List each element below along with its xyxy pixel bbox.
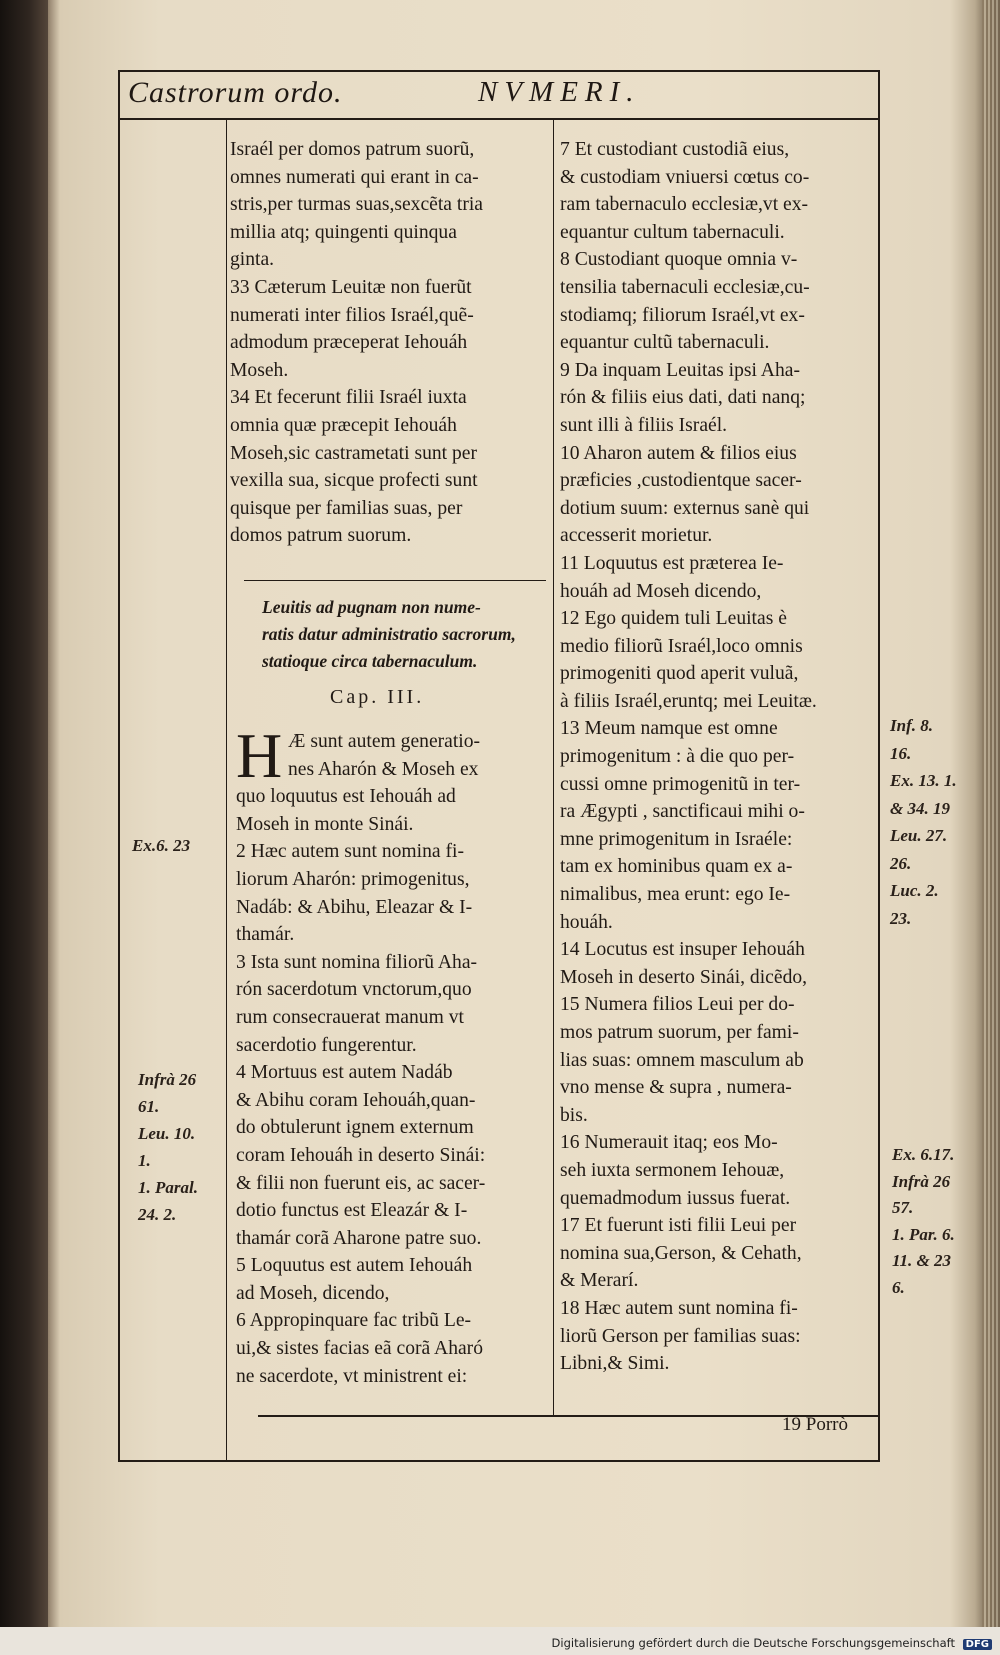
text-line: quemadmodum iussus fuerat.: [560, 1187, 791, 1209]
text-line: thamár corã Aharone patre suo.: [236, 1227, 482, 1249]
text-line: à filiis Israél,eruntq; mei Leuitæ.: [560, 690, 817, 712]
text-line: numerati inter filios Israél,quẽ-: [230, 304, 474, 326]
note-line: Inf. 8.: [890, 716, 933, 735]
chapter-heading: Cap. III.: [330, 686, 425, 708]
summary-line: ratis datur administratio sacrorum,: [262, 624, 516, 644]
text-line: rón & filiis eius dati, dati nanq;: [560, 387, 806, 409]
text-line: nimalibus, mea erunt: ego Ie-: [560, 884, 791, 906]
section-rule: [244, 580, 546, 581]
text-line: rum consecrauerat manum vt: [236, 1006, 464, 1028]
book-title: NVMERI.: [478, 76, 641, 108]
text-line: 8 Custodiant quoque omnia v-: [560, 249, 798, 271]
note-line: Leu. 10.: [138, 1124, 196, 1143]
text-line: sunt illi à filiis Israél.: [560, 414, 728, 436]
text-line: equantur cultũ tabernaculi.: [560, 332, 770, 354]
text-line: ne sacerdote, vt ministrent ei:: [236, 1365, 468, 1387]
note-line: 23.: [890, 908, 912, 928]
text-line: stris,per turmas suas,sexcẽta tria: [230, 194, 484, 216]
note-line: Ex. 6.17.: [892, 1145, 955, 1164]
text-line: 14 Locutus est insuper Iehouáh: [560, 939, 805, 961]
frame-top-rule: [118, 70, 880, 72]
text-line: 7 Et custodiant custodiã eius,: [560, 139, 790, 160]
note-line: Ex. 13. 1.: [890, 771, 957, 790]
frame-bottom-rule: [118, 1460, 880, 1462]
text-line: 3 Ista sunt nomina filiorũ Aha-: [236, 951, 478, 973]
running-title: Castrorum ordo.: [128, 76, 343, 109]
text-line: Moseh.: [230, 359, 289, 381]
text-line: 16 Numerauit itaq; eos Mo-: [560, 1132, 778, 1154]
credit-text: Digitalisierung gefördert durch die Deutsche Forschungsgemeinschaft: [551, 1636, 955, 1650]
text-line: 15 Numera filios Leui per do-: [560, 994, 795, 1016]
text-line: Moseh in monte Sinái.: [236, 813, 414, 835]
note-line: Luc. 2.: [890, 881, 939, 900]
text-line: præficies ,custodientque sacer-: [560, 470, 802, 492]
text-line: vexilla sua, sicque profecti sunt: [230, 470, 478, 492]
text-line: 18 Hæc autem sunt nomina fi-: [560, 1297, 798, 1319]
margin-note: [132, 834, 190, 858]
text-line: accesserit morietur.: [560, 525, 713, 547]
note-line: 6.: [892, 1277, 905, 1297]
text-line: 2 Hæc autem sunt nomina fi-: [236, 841, 465, 863]
note-line: 1. Par. 6.: [892, 1224, 955, 1244]
text-line: domos patrum suorum.: [230, 525, 412, 547]
text-line: Nadáb: & Abihu, Eleazar & I-: [236, 896, 473, 918]
right-column: [560, 136, 872, 1378]
text-line: liorum Aharón: primogenitus,: [236, 868, 470, 890]
text-line: Israél per domos patrum suorũ,: [230, 139, 475, 160]
footer-strip: [0, 1627, 1000, 1655]
note-line: Ex.6. 23: [132, 836, 191, 855]
text-line: Libni,& Simi.: [560, 1353, 670, 1375]
text-line: 33 Cæterum Leuitæ non fuerũt: [230, 276, 472, 298]
note-line: Infrà 26: [892, 1171, 951, 1191]
text-line: quisque per familias suas, per: [230, 497, 463, 519]
chapter-text: [236, 728, 554, 1390]
text-line: seh iuxta sermonem Iehouæ,: [560, 1159, 785, 1181]
text-line: medio filiorũ Israél,loco omnis: [560, 635, 803, 657]
text-line: 10 Aharon autem & filios eius: [560, 442, 797, 464]
text-line: ginta.: [230, 249, 275, 271]
text-line: tam ex hominibus quam ex a-: [560, 856, 793, 878]
note-line: Infrà 26: [138, 1070, 197, 1089]
dfg-logo-icon: DFG: [963, 1639, 992, 1650]
text-line: omnes numerati qui erant in ca-: [230, 166, 479, 188]
note-line: 61.: [138, 1097, 160, 1116]
text-line: thamár.: [236, 924, 295, 946]
note-line: Leu. 27.: [890, 826, 948, 845]
catchword: 19 Porrò: [782, 1414, 848, 1435]
text-line: vno mense & supra , numera-: [560, 1077, 792, 1099]
left-column: [230, 136, 550, 550]
text-line: & Abihu coram Iehouáh,quan-: [236, 1089, 476, 1111]
text-line: cussi omne primogenitũ in ter-: [560, 773, 801, 795]
text-line: 12 Ego quidem tuli Leuitas è: [560, 608, 787, 630]
note-line: 24. 2.: [138, 1205, 177, 1224]
drop-capital: H: [236, 720, 283, 791]
margin-note: [890, 712, 957, 932]
text-line: equantur cultum tabernaculi.: [560, 221, 785, 243]
text-line: houáh.: [560, 911, 613, 933]
text-line: stodiamq; filiorum Israél,vt ex-: [560, 304, 805, 326]
text-line: nomina sua,Gerson, & Cehath,: [560, 1242, 802, 1264]
text-line: 6 Appropinquare fac tribũ Le-: [236, 1310, 472, 1332]
frame-right-rule: [878, 70, 880, 1462]
text-line: do obtulerunt ignem externum: [236, 1117, 474, 1139]
text-line: liorũ Gerson per familias suas:: [560, 1325, 801, 1347]
note-line: & 34. 19: [890, 798, 950, 818]
text-line: 11 Loquutus est præterea Ie-: [560, 552, 784, 574]
text-line: mos patrum suorum, per fami-: [560, 1022, 799, 1043]
text-line: dotium suum: externus sanè qui: [560, 497, 810, 519]
note-line: 57.: [892, 1198, 914, 1217]
text-line: & custodiam vniuersi cœtus co-: [560, 166, 810, 188]
text-line: coram Iehouáh in deserto Sinái:: [236, 1144, 486, 1166]
note-line: 16.: [890, 743, 912, 763]
text-line: quo loquutus est Iehouáh ad: [236, 786, 456, 808]
text-line: 4 Mortuus est autem Nadáb: [236, 1062, 453, 1084]
text-line: sacerdotio fungerentur.: [236, 1034, 417, 1056]
text-line: lias suas: omnem masculum ab: [560, 1049, 804, 1071]
summary-line: Leuitis ad pugnam non nume-: [262, 597, 481, 617]
text-line: & filii non fuerunt eis, ac sacer-: [236, 1172, 486, 1194]
page-edge: [982, 0, 1000, 1655]
text-line: tensilia tabernaculi ecclesiæ,cu-: [560, 276, 810, 298]
text-line: primogenitum : à die quo per-: [560, 746, 795, 768]
text-line: omnia quæ præcepit Iehouáh: [230, 414, 457, 436]
text-line: millia atq; quingenti quinqua: [230, 221, 457, 243]
text-line: 13 Meum namque est omne: [560, 718, 778, 740]
text-line: & Merarí.: [560, 1270, 639, 1292]
note-line: 11. & 23: [892, 1251, 952, 1270]
book-binding: [0, 0, 48, 1655]
text-line: dotio functus est Eleazár & I-: [236, 1200, 468, 1222]
note-line: 1. Paral.: [138, 1178, 198, 1197]
text-line: ra Ægypti , sanctificaui mihi o-: [560, 801, 805, 823]
text-line: houáh ad Moseh dicendo,: [560, 580, 762, 602]
margin-note: [138, 1066, 198, 1228]
header-rule: [118, 118, 880, 120]
frame-left-rule: [118, 70, 120, 1462]
text-line: ui,& sistes facias eã corã Aharó: [236, 1338, 484, 1360]
chapter-summary: [262, 594, 552, 675]
text-line: ad Moseh, dicendo,: [236, 1282, 390, 1304]
text-line: nes Aharón & Moseh ex: [288, 758, 479, 780]
text-line: 5 Loquutus est autem Iehouáh: [236, 1255, 473, 1277]
text-line: mne primogenitum in Israéle:: [560, 828, 793, 850]
summary-line: statioque circa tabernaculum.: [262, 651, 478, 671]
text-line: Moseh in deserto Sinái, dicẽdo,: [560, 966, 808, 988]
note-line: 26.: [890, 853, 912, 873]
note-line: 1.: [138, 1151, 151, 1170]
text-line: Æ sunt autem generatio-: [288, 731, 481, 752]
text-line: rón sacerdotum vnctorum,quo: [236, 979, 472, 1001]
text-line: 17 Et fuerunt isti filii Leui per: [560, 1215, 797, 1237]
text-line: admodum præceperat Iehouáh: [230, 332, 468, 354]
text-line: Moseh,sic castrametati sunt per: [230, 442, 478, 464]
digitization-credit: [552, 1636, 992, 1650]
inner-left-rule: [226, 120, 227, 1460]
text-line: 34 Et fecerunt filii Israél iuxta: [230, 387, 467, 409]
text-line: 9 Da inquam Leuitas ipsi Aha-: [560, 359, 800, 381]
text-line: ram tabernaculo ecclesiæ,vt ex-: [560, 194, 809, 216]
text-line: bis.: [560, 1104, 588, 1126]
margin-note: [892, 1142, 955, 1301]
text-line: primogeniti quod aperit vuluã,: [560, 663, 799, 685]
